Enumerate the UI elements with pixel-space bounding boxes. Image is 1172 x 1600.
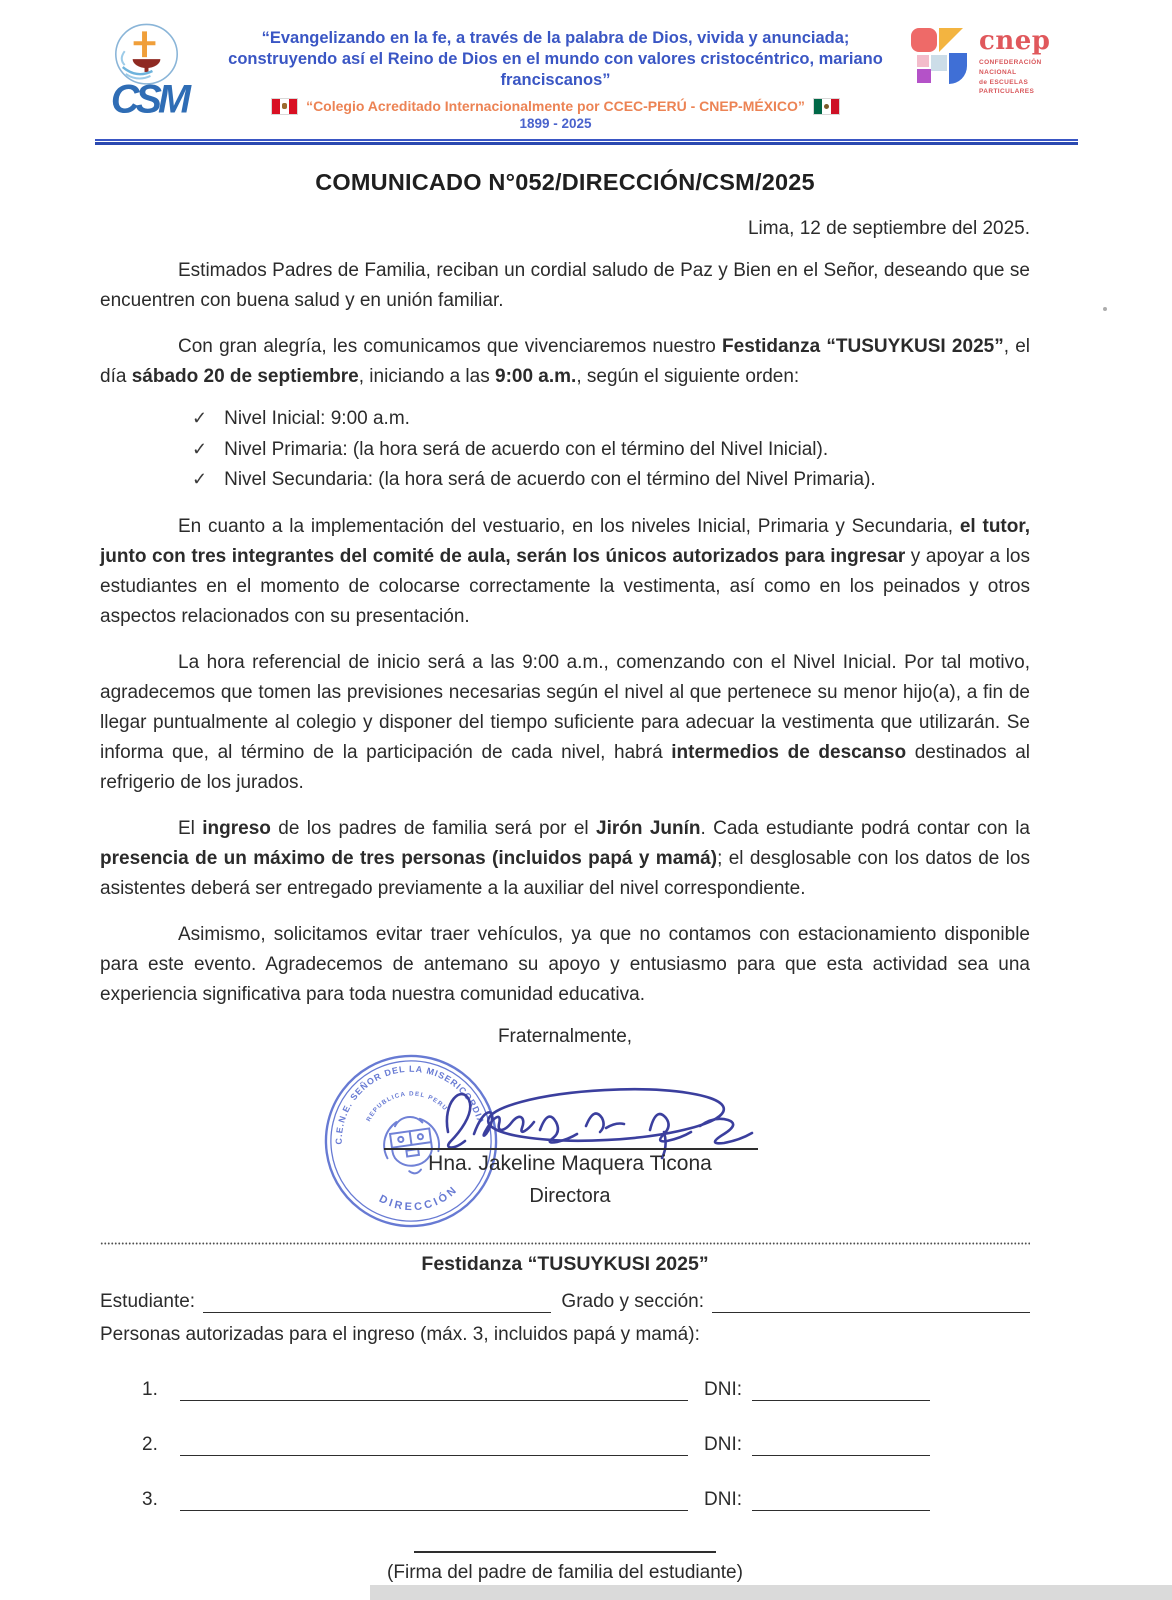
accreditation-text: “Colegio Acreditado Internacionalmente por CCEC-PERÚ - CNEP-MÉXICO” <box>306 98 805 115</box>
slip-title: Festidanza “TUSUYKUSI 2025” <box>421 1252 709 1275</box>
accreditation-row <box>209 98 902 114</box>
schedule-item-text: Nivel Secundaria: (la hora será de acuerdo con el término del Nivel Primaria). <box>224 469 876 491</box>
person-name-field <box>180 1486 688 1511</box>
person-dni-field <box>752 1376 930 1401</box>
paragraph-timing: La hora referencial de inicio será a las 9:00 a.m., comenzando con el Nivel Inicial. Por tal motivo, agradecemos que tomen las previsiones necesarias según el nivel al que pertenece su menor hijo(a), a fin de llegar puntualmente al colegio y disponer del tiempo suficiente para adecuar la vestimenta que utilizarán. Se informa que, al término de la participación de cada nivel, habrá intermedios de descanso destinados al refrigerio de los jurados. <box>100 651 1031 793</box>
grade-label: Grado y sección: <box>561 1290 704 1312</box>
person-name-field <box>180 1376 688 1401</box>
scan-speck <box>1103 307 1107 311</box>
paragraph-announcement: Con gran alegría, les comunicamos que vivenciaremos nuestro Festidanza “TUSUYKUSI 2025”, el día sábado 20 de septiembre, iniciando a las 9:00 a.m., según el siguiente orden: <box>100 336 1030 388</box>
cnep-sub-line: NACIONAL <box>979 68 1017 76</box>
stamp-bottom-text: DIRECCIÓN <box>377 1182 461 1214</box>
return-slip <box>100 1253 1030 1584</box>
checkmark-icon: ✓ <box>192 408 208 429</box>
scan-artifact-bar <box>370 1585 1172 1600</box>
paragraph-entrance: El ingreso de los padres de familia será por el Jirón Junín. Cada estudiante podrá contar con la presencia de un máximo de tres personas (incluidos papá y mamá); el desglosable con los datos de los asistentes deberá ser entregado previamente a la auxiliar del nivel correspondiente. <box>100 817 1030 899</box>
letterhead-center <box>209 20 902 131</box>
row-number: 2. <box>142 1433 158 1455</box>
authorized-person-row <box>100 1376 930 1401</box>
paragraph-vehicles: Asimismo, solicitamos evitar traer vehículos, ya que no contamos con estacionamiento disponible para este evento. Agradecemos de antemano su apoyo y entusiasmo para que esta actividad sea una experiencia significativa para toda nuestra comunidad educativa. <box>100 923 1030 1005</box>
checkmark-icon: ✓ <box>192 438 208 459</box>
authorized-persons-label: Personas autorizadas para el ingreso (máx. 3, incluidos papá y mamá): <box>100 1323 700 1345</box>
cnep-sub-line: PARTICULARES <box>979 88 1035 96</box>
motto-line-2: construyendo así el Reino de Dios en el mundo con valores cristocéntrico, mariano franciscanos” <box>228 50 883 90</box>
paragraph-greeting: Estimados Padres de Familia, reciban un cordial saludo de Paz y Bien en el Señor, deseando que se encuentren con buena salud y en unión familiar. <box>100 260 1030 312</box>
authorized-person-row <box>100 1431 930 1456</box>
schedule-item <box>192 435 1030 465</box>
checkmark-icon: ✓ <box>192 469 208 490</box>
dni-label: DNI: <box>704 1378 742 1400</box>
student-row <box>100 1288 1030 1313</box>
cnep-logo <box>908 20 1094 97</box>
signature-area <box>100 1050 1030 1236</box>
school-motto <box>209 28 902 91</box>
schedule-item-text: Nivel Inicial: 9:00 a.m. <box>224 408 410 430</box>
dni-label: DNI: <box>704 1433 742 1455</box>
mexico-flag-icon <box>814 99 839 114</box>
date-line: Lima, 12 de septiembre del 2025. <box>747 218 1030 240</box>
grade-section-field <box>712 1288 1030 1313</box>
csm-emblem-icon <box>95 20 199 122</box>
cnep-text-block <box>979 28 1050 97</box>
cnep-sub-line: CONFEDERACIÓN <box>979 59 1042 66</box>
schedule-item-text: Nivel Primaria: (la hora será de acuerdo con el término del Nivel Inicial). <box>224 438 829 460</box>
parent-signature-block <box>100 1551 1030 1584</box>
peru-flag-icon <box>272 99 297 114</box>
csm-school-logo <box>95 20 203 122</box>
authorized-person-row <box>100 1486 930 1511</box>
closing-salutation: Fraternalmente, <box>497 1025 633 1047</box>
signatory-name: Hna. Jakeline Maquera Ticona <box>428 1151 712 1175</box>
parent-signature-line <box>414 1551 716 1553</box>
paragraph-wardrobe: En cuanto a la implementación del vestuario, en los niveles Inicial, Primaria y Secundaria, el tutor, junto con tres integrantes del comité de aula, serán los únicos autorizados para ingresar y apoyar a los estudiantes en el momento de colocarse correctamente la vestimenta, así como en los peinados y otros aspectos relacionados con su presentación. <box>100 515 1030 627</box>
schedule-item <box>192 465 1030 495</box>
person-dni-field <box>752 1431 930 1456</box>
dni-label: DNI: <box>704 1488 742 1510</box>
cut-line <box>100 1242 1030 1245</box>
parent-signature-caption: (Firma del padre de familia del estudiante) <box>387 1561 743 1583</box>
document-body <box>0 169 1172 1583</box>
document-title: COMUNICADO N°052/DIRECCIÓN/CSM/2025 <box>315 169 815 196</box>
stamp-top-text: C.E.N.E. SEÑOR DEL LA MISERICORDIA <box>333 1063 487 1145</box>
header-divider <box>95 139 1078 145</box>
row-number: 1. <box>142 1378 158 1400</box>
cnep-subtitle <box>979 58 1050 97</box>
stamp-inner-text: REPUBLICA DEL PERU <box>365 1090 450 1123</box>
signatory-role: Directora <box>529 1184 611 1207</box>
letterhead <box>0 0 1172 131</box>
cnep-mosaic-icon <box>908 28 970 86</box>
signature-line <box>384 1148 758 1150</box>
motto-line-1: “Evangelizando en la fe, a través de la palabra de Dios, vivida y anunciada; <box>261 29 850 47</box>
anniversary-years: 1899 - 2025 <box>519 116 592 132</box>
student-name-field <box>203 1288 551 1313</box>
student-label: Estudiante: <box>100 1290 196 1312</box>
person-dni-field <box>752 1486 930 1511</box>
schedule-list <box>100 404 1030 495</box>
cnep-sub-line: de ESCUELAS <box>979 78 1029 86</box>
schedule-item <box>192 404 1030 434</box>
row-number: 3. <box>142 1488 158 1510</box>
cnep-wordmark: cnep <box>979 26 1051 56</box>
csm-letters: CSM <box>110 77 187 122</box>
person-name-field <box>180 1431 688 1456</box>
